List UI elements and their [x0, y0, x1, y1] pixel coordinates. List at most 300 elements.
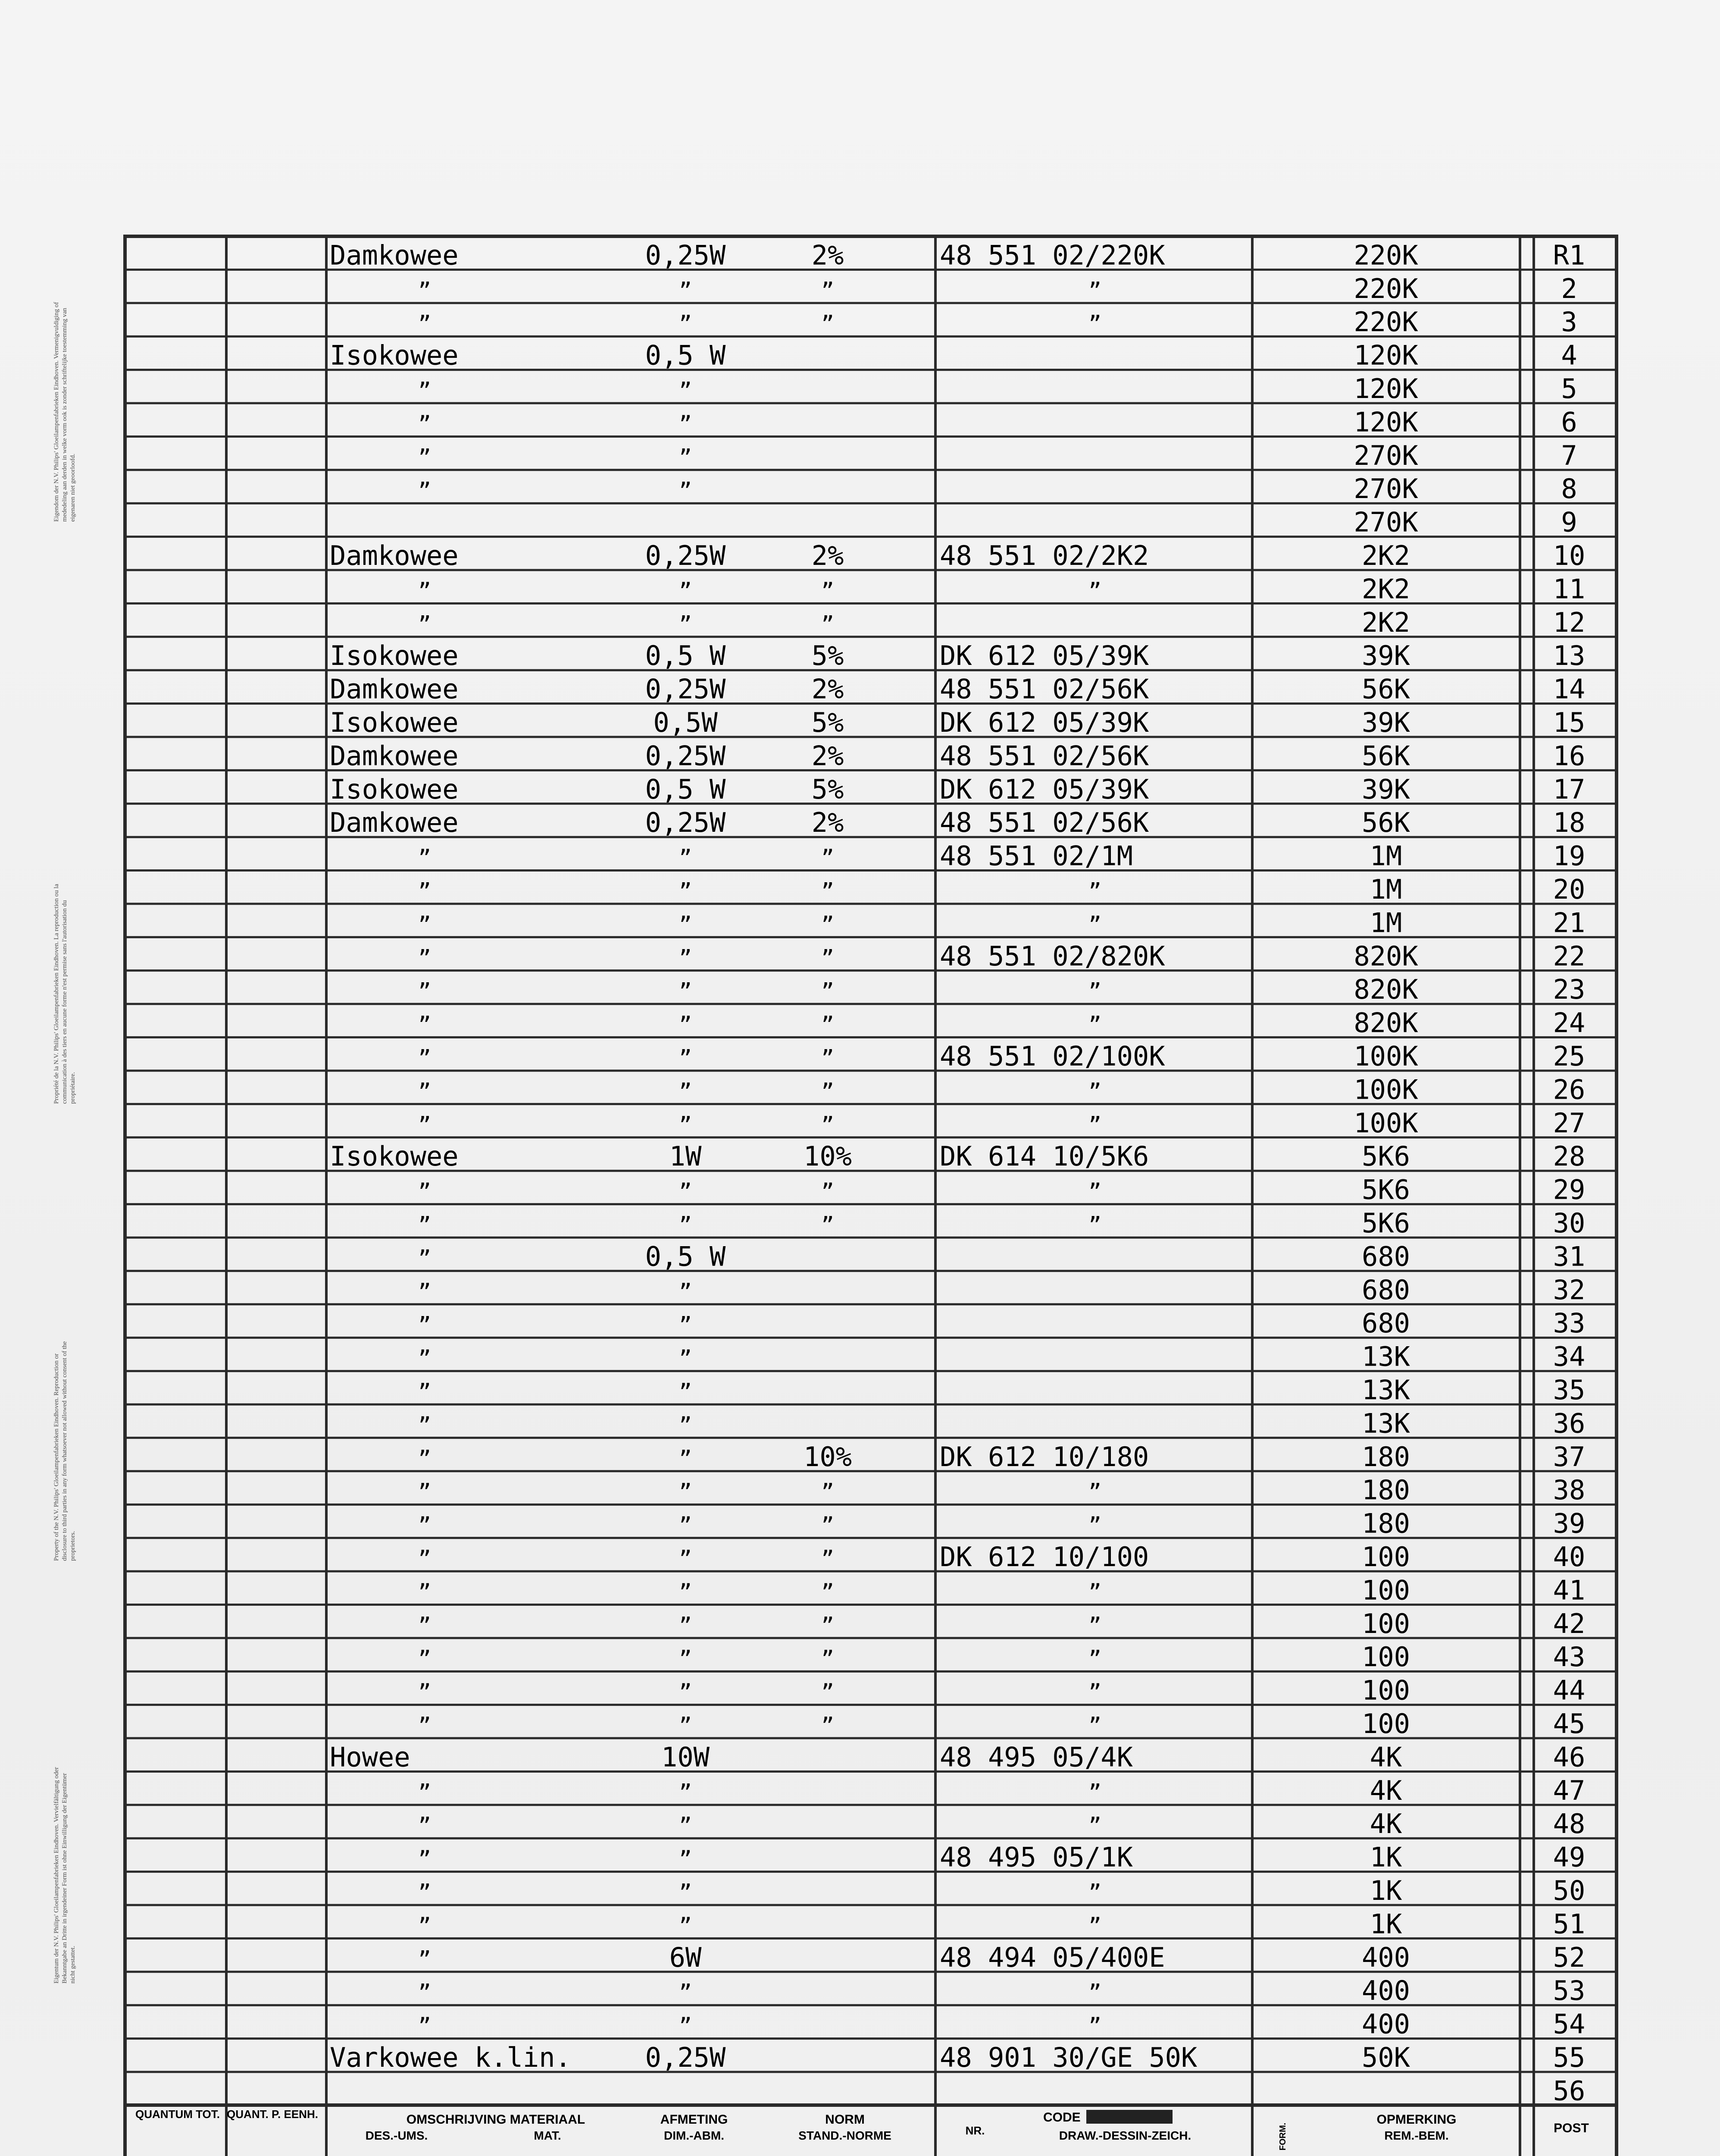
- row-norm: ”: [821, 1546, 835, 1571]
- row-description: ”: [418, 1946, 432, 1972]
- row-description: ”: [418, 1046, 432, 1071]
- row-description: Damkowee: [330, 540, 459, 571]
- row-norm: ”: [821, 1479, 835, 1505]
- row-norm: ”: [821, 912, 835, 937]
- row-position: R1: [1553, 239, 1586, 271]
- header-post: POST: [1554, 2121, 1589, 2135]
- row-remark: 100: [1362, 1541, 1410, 1573]
- row-position: 11: [1553, 573, 1586, 605]
- row-description: Howee: [330, 1741, 410, 1773]
- row-code-number: ”: [1088, 1179, 1102, 1204]
- header-norm: NORM: [825, 2112, 865, 2127]
- row-remark: 220K: [1354, 273, 1418, 304]
- header-mat: MAT.: [534, 2129, 561, 2142]
- row-position: 26: [1553, 1074, 1586, 1106]
- row-position: 33: [1553, 1307, 1586, 1339]
- row-remark: 270K: [1354, 506, 1418, 538]
- row-remark: 100: [1362, 1608, 1410, 1639]
- row-position: 5: [1561, 373, 1577, 404]
- row-dimension: ”: [679, 1613, 692, 1638]
- row-dimension: ”: [679, 1046, 692, 1071]
- row-code-number: ”: [1088, 1479, 1102, 1505]
- row-code-number: 48 901 30/GE 50K: [940, 2042, 1198, 2073]
- row-dimension: ”: [679, 578, 692, 604]
- row-position: 44: [1553, 1674, 1586, 1706]
- row-code-number: 48 551 02/820K: [940, 940, 1165, 972]
- row-remark: 2K2: [1362, 606, 1410, 638]
- row-remark: 120K: [1354, 339, 1418, 371]
- row-remark: 5K6: [1362, 1141, 1410, 1172]
- row-norm: 5%: [811, 773, 844, 805]
- row-description: Isokowee: [330, 339, 459, 371]
- row-code-number: DK 612 10/180: [940, 1441, 1149, 1473]
- row-remark: 820K: [1354, 940, 1418, 972]
- row-code-number: 48 495 05/1K: [940, 1841, 1133, 1873]
- row-remark: 820K: [1354, 1007, 1418, 1039]
- row-description: ”: [418, 445, 432, 470]
- row-position: 35: [1553, 1374, 1586, 1406]
- row-norm: 5%: [811, 707, 844, 738]
- row-remark: 400: [1362, 2008, 1410, 2040]
- margin-note-english: Property of the N.V. Philips' Gloeilampenfabrieken Eindhoven. Reproduction or disclosure to third parties in any form whatsoever not allowed without consent of the proprietors.: [53, 1341, 76, 1561]
- header-dim-abm: DIM.-ABM.: [664, 2129, 724, 2142]
- row-dimension: 0,25W: [645, 540, 726, 571]
- row-dimension: ”: [679, 1346, 692, 1371]
- row-position: 37: [1553, 1441, 1586, 1473]
- row-norm: 2%: [811, 807, 844, 839]
- row-position: 36: [1553, 1407, 1586, 1439]
- row-norm: ”: [821, 1179, 835, 1204]
- row-dimension: ”: [679, 1513, 692, 1538]
- row-position: 50: [1553, 1875, 1586, 1906]
- row-code-number: ”: [1088, 578, 1102, 604]
- row-code-number: ”: [1088, 912, 1102, 937]
- row-position: 10: [1553, 540, 1586, 571]
- row-remark: 100: [1362, 1708, 1410, 1739]
- row-position: 23: [1553, 974, 1586, 1006]
- row-position: 4: [1561, 339, 1577, 371]
- row-description: ”: [418, 411, 432, 437]
- row-norm: ”: [821, 1012, 835, 1037]
- row-description: ”: [418, 278, 432, 303]
- row-code-number: ”: [1088, 1012, 1102, 1037]
- header-nr: NR.: [965, 2124, 985, 2137]
- row-position: 14: [1553, 673, 1586, 705]
- row-remark: 100: [1362, 1574, 1410, 1606]
- row-position: 39: [1553, 1507, 1586, 1539]
- row-code-number: 48 495 05/4K: [940, 1741, 1133, 1773]
- row-norm: ”: [821, 1646, 835, 1672]
- row-dimension: 0,25W: [645, 239, 726, 271]
- header-quant-p: QUANT. P. EENH.: [227, 2108, 318, 2121]
- row-remark: 1M: [1370, 874, 1402, 905]
- row-position: 56: [1553, 2075, 1586, 2107]
- row-position: 32: [1553, 1274, 1586, 1306]
- row-code-number: DK 612 05/39K: [940, 773, 1149, 805]
- row-dimension: ”: [679, 478, 692, 504]
- row-position: 24: [1553, 1007, 1586, 1039]
- row-remark: 120K: [1354, 373, 1418, 404]
- row-norm: ”: [821, 1513, 835, 1538]
- row-code-number: ”: [1088, 879, 1102, 904]
- row-description: ”: [418, 378, 432, 403]
- row-remark: 100: [1362, 1641, 1410, 1673]
- row-code-number: 48 494 05/400E: [940, 1941, 1165, 1973]
- row-norm: ”: [821, 945, 835, 971]
- row-dimension: ”: [679, 1279, 692, 1304]
- row-position: 20: [1553, 874, 1586, 905]
- row-remark: 100: [1362, 1674, 1410, 1706]
- row-remark: 180: [1362, 1507, 1410, 1539]
- row-description: ”: [418, 1579, 432, 1605]
- row-remark: 39K: [1362, 640, 1410, 672]
- row-code-number: ”: [1088, 278, 1102, 303]
- row-dimension: ”: [679, 1079, 692, 1104]
- row-dimension: ”: [679, 1112, 692, 1138]
- row-dimension: ”: [679, 278, 692, 303]
- row-dimension: ”: [679, 1379, 692, 1404]
- row-position: 2: [1561, 273, 1577, 304]
- row-code-number: ”: [1088, 1579, 1102, 1605]
- row-norm: ”: [821, 1079, 835, 1104]
- row-code-number: ”: [1088, 1613, 1102, 1638]
- row-description: ”: [418, 1713, 432, 1738]
- row-norm: 2%: [811, 540, 844, 571]
- row-position: 42: [1553, 1608, 1586, 1639]
- row-code-number: DK 612 05/39K: [940, 640, 1149, 672]
- row-position: 52: [1553, 1941, 1586, 1973]
- row-dimension: 0,25W: [645, 740, 726, 772]
- row-norm: ”: [821, 1213, 835, 1238]
- row-remark: 56K: [1362, 673, 1410, 705]
- row-description: ”: [418, 1246, 432, 1271]
- row-dimension: 1W: [669, 1141, 702, 1172]
- row-dimension: ”: [679, 1713, 692, 1738]
- row-description: ”: [418, 1546, 432, 1571]
- row-position: 48: [1553, 1808, 1586, 1840]
- row-dimension: ”: [679, 1846, 692, 1872]
- row-dimension: ”: [679, 879, 692, 904]
- row-position: 12: [1553, 606, 1586, 638]
- row-description: ”: [418, 1846, 432, 1872]
- row-code-number: 48 551 02/1M: [940, 840, 1133, 872]
- row-description: ”: [418, 979, 432, 1004]
- row-remark: 2K2: [1362, 573, 1410, 605]
- row-norm: ”: [821, 1046, 835, 1071]
- margin-note-dutch: Eigendom der N.V. Philips' Gloeilampenfabrieken Eindhoven. Vermenigvuldiging of mededeling aan derden in welke vorm ook is zonder schriftelijke toestemming van eigenaren niet geoorloofd.: [53, 302, 76, 522]
- row-dimension: ”: [679, 1813, 692, 1839]
- row-dimension: ”: [679, 1012, 692, 1037]
- row-norm: ”: [821, 311, 835, 337]
- row-position: 53: [1553, 1975, 1586, 2007]
- row-position: 21: [1553, 907, 1586, 939]
- row-remark: 100K: [1354, 1040, 1418, 1072]
- row-code-number: DK 612 05/39K: [940, 707, 1149, 738]
- row-norm: ”: [821, 1713, 835, 1738]
- header-afmeting: AFMETING: [660, 2112, 728, 2127]
- row-norm: ”: [821, 1680, 835, 1705]
- row-remark: 1K: [1370, 1908, 1402, 1940]
- row-code-number: 48 551 02/220K: [940, 239, 1165, 271]
- row-code-number: ”: [1088, 2013, 1102, 2039]
- row-remark: 4K: [1370, 1774, 1402, 1806]
- row-position: 45: [1553, 1708, 1586, 1739]
- row-description: ”: [418, 478, 432, 504]
- row-code-number: 48 551 02/56K: [940, 740, 1149, 772]
- row-dimension: ”: [679, 1446, 692, 1471]
- row-norm: 10%: [804, 1141, 852, 1172]
- row-remark: 820K: [1354, 974, 1418, 1006]
- row-code-number: ”: [1088, 1213, 1102, 1238]
- row-description: ”: [418, 2013, 432, 2039]
- row-norm: ”: [821, 979, 835, 1004]
- row-position: 34: [1553, 1341, 1586, 1373]
- row-position: 30: [1553, 1207, 1586, 1239]
- row-position: 43: [1553, 1641, 1586, 1673]
- row-description: ”: [418, 1780, 432, 1805]
- header-opmerking: OPMERKING: [1376, 2112, 1457, 2127]
- row-dimension: 0,5 W: [645, 773, 726, 805]
- row-code-number: ”: [1088, 1813, 1102, 1839]
- row-code-number: ”: [1088, 1680, 1102, 1705]
- row-position: 9: [1561, 506, 1577, 538]
- row-description: ”: [418, 1313, 432, 1338]
- row-description: ”: [418, 1646, 432, 1672]
- row-dimension: ”: [679, 445, 692, 470]
- row-remark: 120K: [1354, 406, 1418, 438]
- row-position: 15: [1553, 707, 1586, 738]
- row-remark: 220K: [1354, 239, 1418, 271]
- row-code-number: DK 614 10/5K6: [940, 1141, 1149, 1172]
- row-remark: 39K: [1362, 773, 1410, 805]
- row-description: ”: [418, 1346, 432, 1371]
- row-dimension: 0,5 W: [645, 339, 726, 371]
- row-remark: 13K: [1362, 1341, 1410, 1373]
- header-rem-bem: REM.-BEM.: [1384, 2129, 1449, 2142]
- row-position: 54: [1553, 2008, 1586, 2040]
- row-remark: 180: [1362, 1474, 1410, 1506]
- row-position: 16: [1553, 740, 1586, 772]
- row-position: 31: [1553, 1241, 1586, 1272]
- header-stand-norme: STAND.-NORME: [798, 2129, 891, 2142]
- row-dimension: ”: [679, 1880, 692, 1905]
- row-description: ”: [418, 1813, 432, 1839]
- row-description: ”: [418, 1179, 432, 1204]
- row-norm: 10%: [804, 1441, 852, 1473]
- row-description: ”: [418, 611, 432, 637]
- row-position: 27: [1553, 1107, 1586, 1139]
- row-dimension: ”: [679, 1646, 692, 1672]
- row-position: 25: [1553, 1040, 1586, 1072]
- row-remark: 220K: [1354, 306, 1418, 338]
- row-dimension: ”: [679, 2013, 692, 2039]
- row-code-number: ”: [1088, 311, 1102, 337]
- row-remark: 680: [1362, 1307, 1410, 1339]
- row-remark: 13K: [1362, 1374, 1410, 1406]
- table-body: [330, 239, 1585, 2106]
- row-description: ”: [418, 1513, 432, 1538]
- row-dimension: ”: [679, 1780, 692, 1805]
- header-omschrijving: OMSCHRIJVING MATERIAAL: [406, 2112, 585, 2127]
- row-position: 19: [1553, 840, 1586, 872]
- row-code-number: 48 551 02/56K: [940, 673, 1149, 705]
- row-remark: 56K: [1362, 807, 1410, 839]
- row-norm: ”: [821, 1613, 835, 1638]
- row-remark: 400: [1362, 1941, 1410, 1973]
- row-remark: 5K6: [1362, 1174, 1410, 1206]
- row-position: 41: [1553, 1574, 1586, 1606]
- row-norm: 2%: [811, 239, 844, 271]
- row-dimension: ”: [679, 1980, 692, 2006]
- row-remark: 400: [1362, 1975, 1410, 2007]
- row-description: Isokowee: [330, 640, 459, 672]
- row-norm: ”: [821, 611, 835, 637]
- row-position: 51: [1553, 1908, 1586, 1940]
- row-description: ”: [418, 1079, 432, 1104]
- row-dimension: 0,5 W: [645, 640, 726, 672]
- row-remark: 1M: [1370, 907, 1402, 939]
- row-remark: 680: [1362, 1274, 1410, 1306]
- row-position: 18: [1553, 807, 1586, 839]
- row-code-number: ”: [1088, 1513, 1102, 1538]
- row-norm: ”: [821, 578, 835, 604]
- row-description: ”: [418, 1279, 432, 1304]
- row-dimension: ”: [679, 1313, 692, 1338]
- row-dimension: 10W: [661, 1741, 710, 1773]
- row-description: Damkowee: [330, 807, 459, 839]
- row-position: 8: [1561, 473, 1577, 505]
- row-norm: ”: [821, 1112, 835, 1138]
- row-remark: 270K: [1354, 473, 1418, 505]
- row-code-number: ”: [1088, 1646, 1102, 1672]
- row-dimension: ”: [679, 378, 692, 403]
- row-description: ”: [418, 578, 432, 604]
- row-code-number: ”: [1088, 1980, 1102, 2006]
- row-dimension: ”: [679, 1913, 692, 1939]
- row-description: ”: [418, 1012, 432, 1037]
- row-dimension: ”: [679, 979, 692, 1004]
- row-position: 38: [1553, 1474, 1586, 1506]
- row-description: Damkowee: [330, 673, 459, 705]
- row-code-number: ”: [1088, 1780, 1102, 1805]
- row-code-number: 48 551 02/56K: [940, 807, 1149, 839]
- row-dimension: ”: [679, 1213, 692, 1238]
- row-position: 47: [1553, 1774, 1586, 1806]
- row-dimension: ”: [679, 1579, 692, 1605]
- row-dimension: 0,25W: [645, 807, 726, 839]
- row-dimension: ”: [679, 945, 692, 971]
- row-position: 6: [1561, 406, 1577, 438]
- row-remark: 1K: [1370, 1875, 1402, 1906]
- row-dimension: ”: [679, 1546, 692, 1571]
- header-code: CODE: [1043, 2110, 1081, 2125]
- row-description: ”: [418, 1413, 432, 1438]
- row-position: 17: [1553, 773, 1586, 805]
- row-description: Damkowee: [330, 740, 459, 772]
- row-dimension: ”: [679, 912, 692, 937]
- row-description: Isokowee: [330, 773, 459, 805]
- row-position: 49: [1553, 1841, 1586, 1873]
- row-norm: 2%: [811, 740, 844, 772]
- row-code-number: 48 551 02/2K2: [940, 540, 1149, 571]
- row-remark: 4K: [1370, 1741, 1402, 1773]
- row-description: Damkowee: [330, 239, 459, 271]
- row-dimension: ”: [679, 311, 692, 337]
- row-remark: 50K: [1362, 2042, 1410, 2073]
- row-description: ”: [418, 1980, 432, 2006]
- row-remark: 2K2: [1362, 540, 1410, 571]
- header-draw: DRAW.-DESSIN-ZEICH.: [1059, 2129, 1191, 2142]
- row-description: ”: [418, 1680, 432, 1705]
- row-description: Varkowee k.lin.: [330, 2042, 571, 2073]
- row-description: ”: [418, 1479, 432, 1505]
- row-code-number: ”: [1088, 979, 1102, 1004]
- row-description: ”: [418, 1613, 432, 1638]
- row-description: Isokowee: [330, 707, 459, 738]
- row-remark: 1M: [1370, 840, 1402, 872]
- row-dimension: ”: [679, 411, 692, 437]
- row-remark: 4K: [1370, 1808, 1402, 1840]
- row-description: ”: [418, 1880, 432, 1905]
- row-dimension: ”: [679, 1479, 692, 1505]
- row-position: 40: [1553, 1541, 1586, 1573]
- row-description: ”: [418, 879, 432, 904]
- header-quantum: QUANTUM TOT.: [135, 2108, 220, 2121]
- row-remark: 100K: [1354, 1107, 1418, 1139]
- row-remark: 5K6: [1362, 1207, 1410, 1239]
- row-remark: 39K: [1362, 707, 1410, 738]
- row-description: ”: [418, 945, 432, 971]
- row-dimension: ”: [679, 1179, 692, 1204]
- row-remark: 680: [1362, 1241, 1410, 1272]
- row-description: ”: [418, 912, 432, 937]
- row-code-number: DK 612 10/100: [940, 1541, 1149, 1573]
- row-position: 55: [1553, 2042, 1586, 2073]
- row-position: 29: [1553, 1174, 1586, 1206]
- row-description: Isokowee: [330, 1141, 459, 1172]
- row-norm: 5%: [811, 640, 844, 672]
- row-norm: ”: [821, 879, 835, 904]
- row-norm: ”: [821, 278, 835, 303]
- row-remark: 1K: [1370, 1841, 1402, 1873]
- row-description: ”: [418, 1446, 432, 1471]
- row-remark: 56K: [1362, 740, 1410, 772]
- row-dimension: ”: [679, 611, 692, 637]
- row-code-number: ”: [1088, 1713, 1102, 1738]
- row-position: 28: [1553, 1141, 1586, 1172]
- row-norm: ”: [821, 1579, 835, 1605]
- row-code-number: 48 551 02/100K: [940, 1040, 1165, 1072]
- row-norm: ”: [821, 845, 835, 871]
- column-header: [135, 2108, 1589, 2150]
- row-remark: 13K: [1362, 1407, 1410, 1439]
- row-remark: 270K: [1354, 439, 1418, 471]
- code-strikeout: [1086, 2110, 1173, 2124]
- row-code-number: ”: [1088, 1913, 1102, 1939]
- row-code-number: ”: [1088, 1079, 1102, 1104]
- row-dimension: ”: [679, 1413, 692, 1438]
- row-position: 22: [1553, 940, 1586, 972]
- row-dimension: 0,5 W: [645, 1241, 726, 1272]
- row-norm: 2%: [811, 673, 844, 705]
- row-dimension: ”: [679, 1680, 692, 1705]
- row-dimension: 0,25W: [645, 673, 726, 705]
- margin-note-german: Eigentum der N.V. Philips' Gloeilampenfabrieken Eindhoven. Vervielfältigung oder Bekanntgabe an Dritte in irgendeiner Form ist ohne Einwilligung der Eigentümer nicht gestattet.: [53, 1767, 76, 1984]
- row-code-number: ”: [1088, 1112, 1102, 1138]
- header-form-vertical: FORM.: [1278, 2122, 1288, 2151]
- row-position: 13: [1553, 640, 1586, 672]
- margin-note-french: Propriété de la N.V. Philips' Gloeilampenfabrieken Eindhoven. La reproduction ou la communication à des tiers en aucune forme n'est permise sans l'autorisation du propriétaire.: [53, 884, 76, 1104]
